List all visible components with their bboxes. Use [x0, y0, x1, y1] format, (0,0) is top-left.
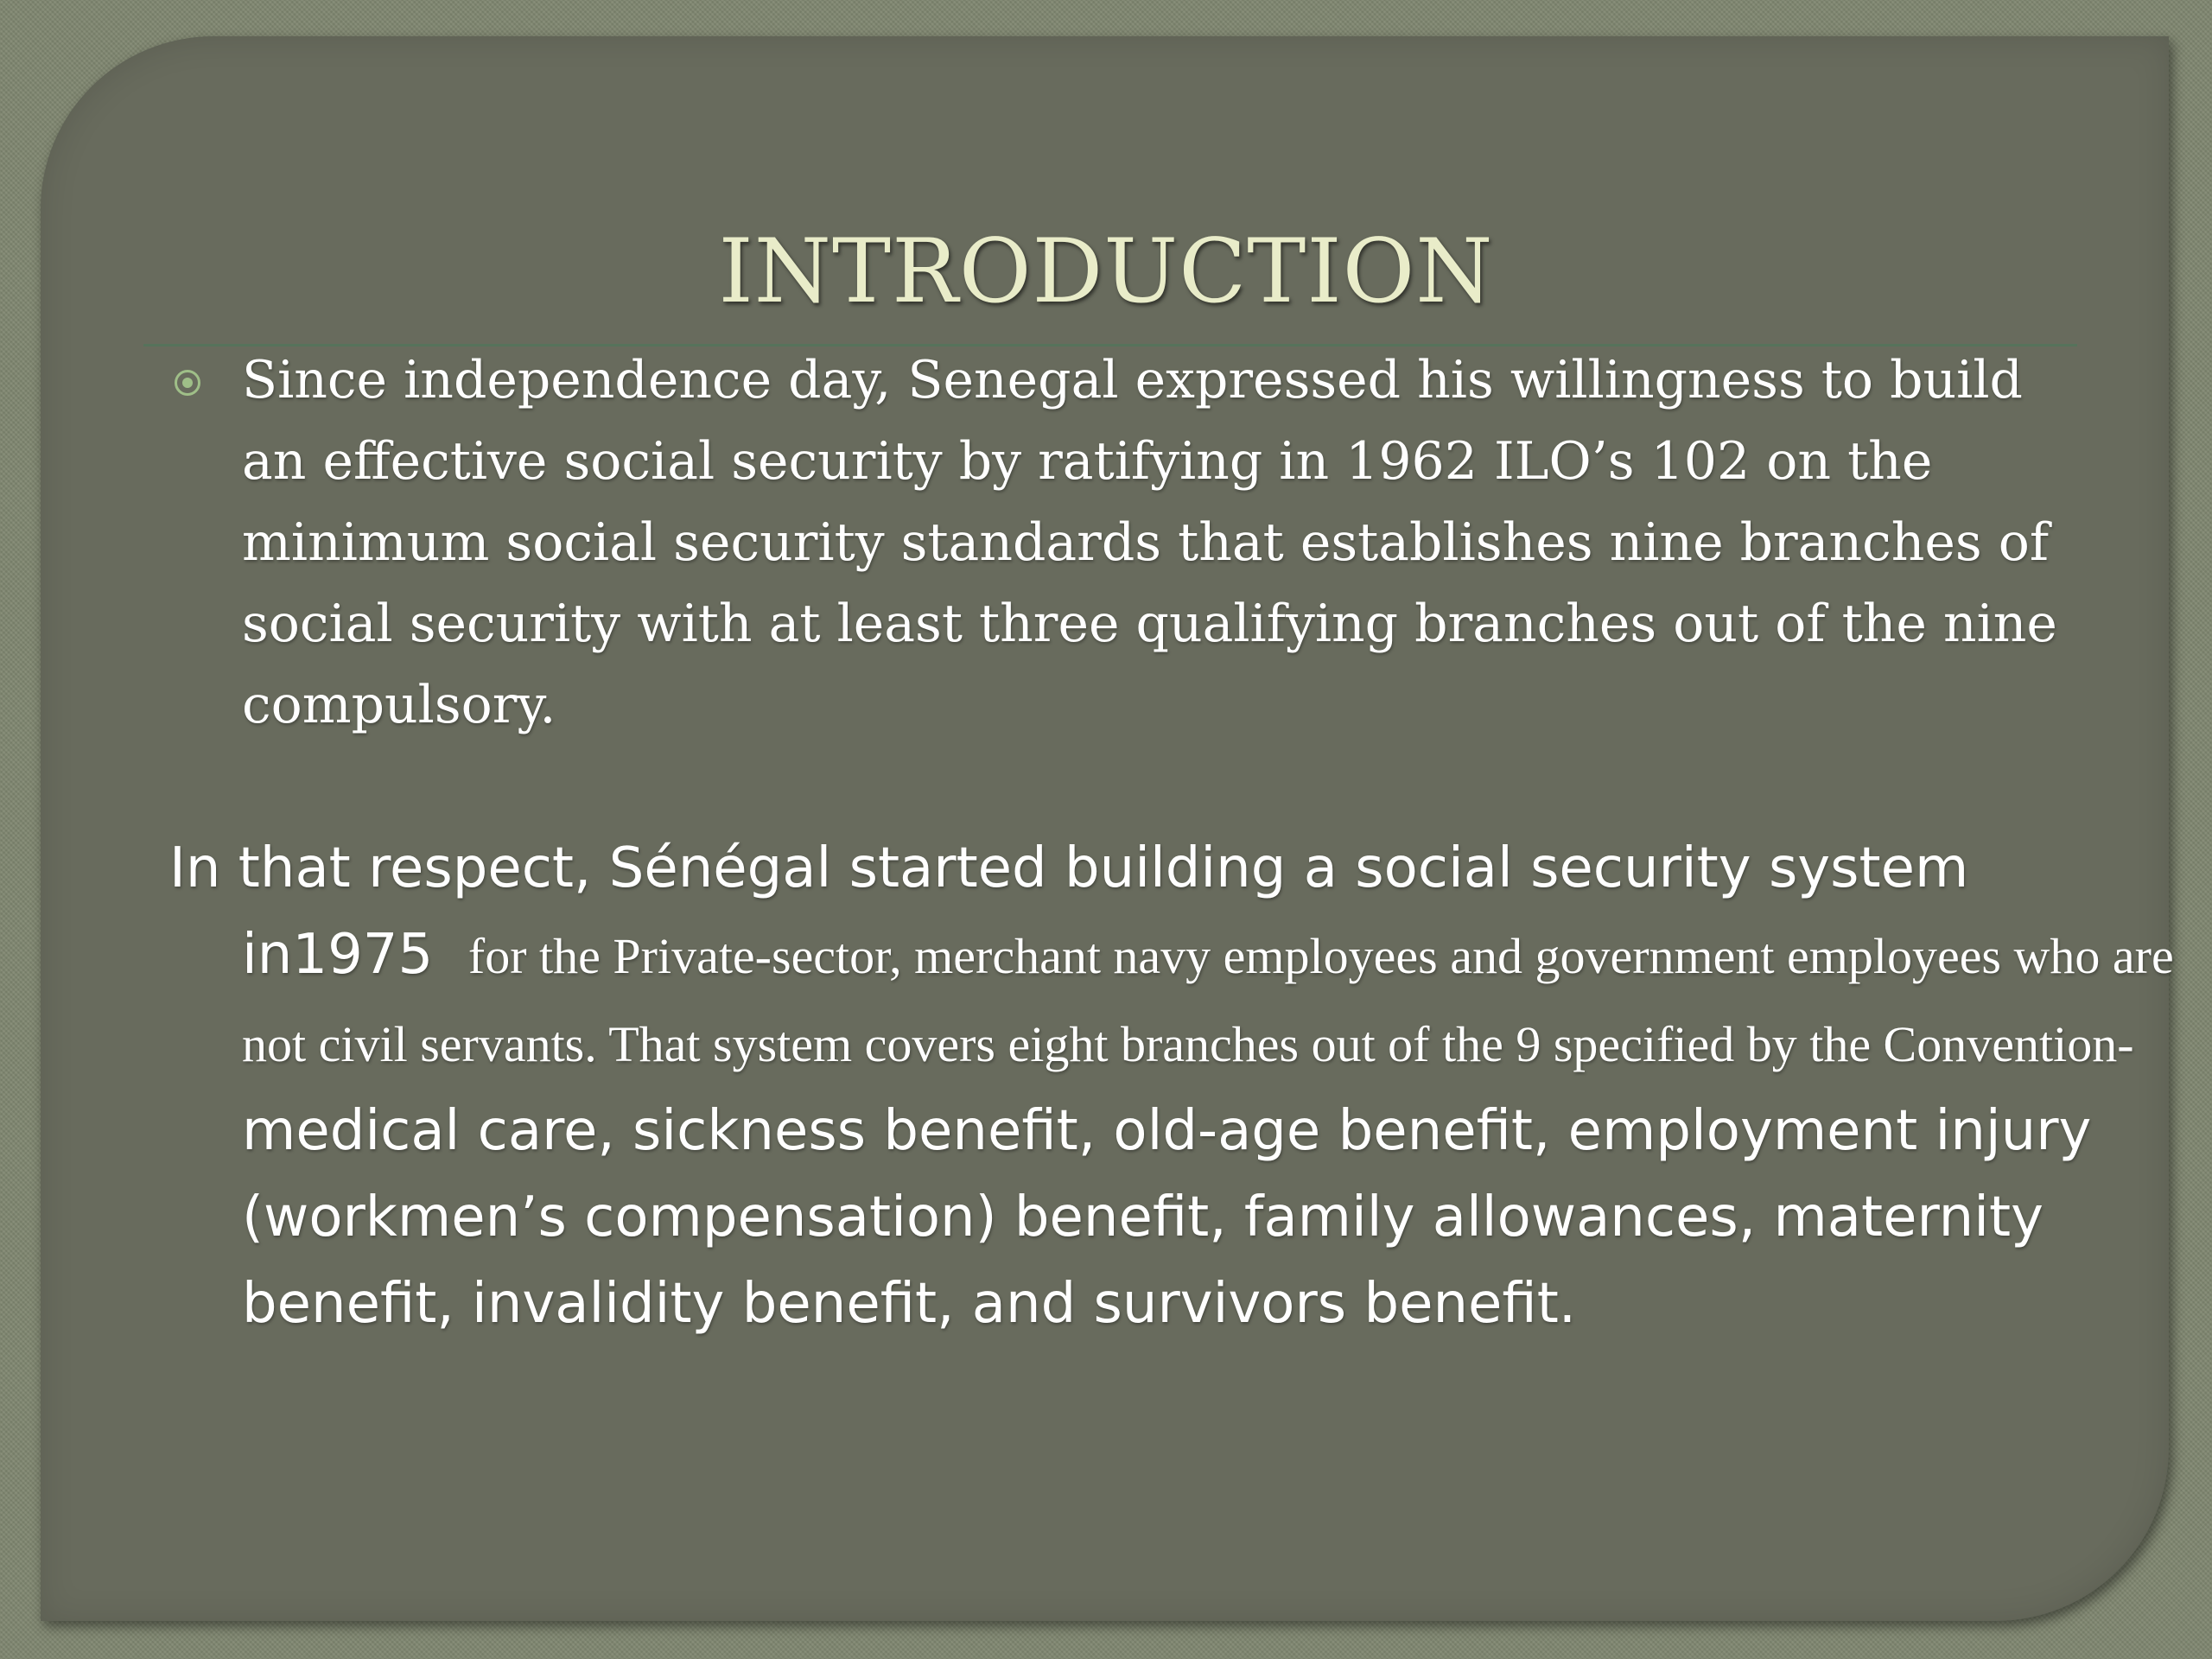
paragraph-middle: for the Private-sector, merchant navy employees and government employees who are not civil servants. That system covers eight branches out of the 9 specified by the Convention-	[242, 928, 2174, 1072]
bullet-text: Since independence day, Senegal expressed his willingness to build an effective social security by ratifying in 1962 ILO’s 102 on the minimum social security standards that establishes nine branches of social security with at least three qualifying branches out of the nine compulsory.	[242, 350, 2057, 735]
paragraph-tail: medical care, sickness benefit, old-age benefit, employment injury (workmen’s compensation) benefit, family allowances, maternity benefit, invalidity benefit, and survivors benefit.	[242, 1099, 2092, 1336]
slide-title: INTRODUCTION	[718, 220, 1494, 323]
body-paragraph	[169, 825, 2186, 1347]
circle-bullet-icon	[175, 370, 200, 396]
paragraph-lead: In that respect, Sénégal started building a social security system in1975	[169, 836, 1969, 987]
